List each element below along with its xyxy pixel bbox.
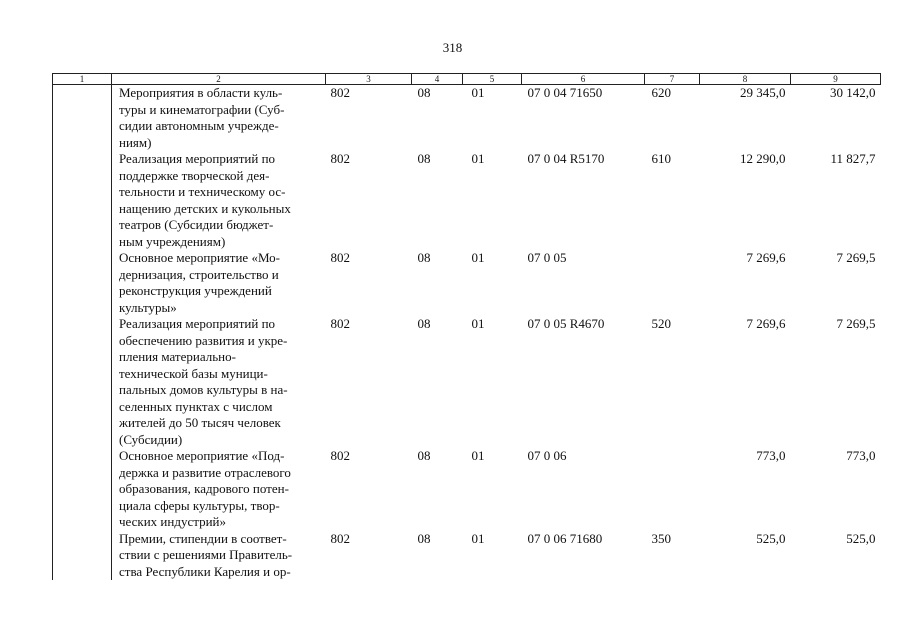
description-line: поддержке творческой дея- [119, 167, 270, 183]
description-line: ствии с решениями Правитель- [119, 547, 293, 562]
description-line: образования, кадрового потен- [119, 481, 289, 496]
table-row [53, 531, 881, 581]
description-line: нащению детских и кукольных [119, 200, 291, 216]
description-line: пления материально- [119, 349, 236, 364]
description-line: Реализация мероприятий по [119, 151, 276, 166]
cell-ministry-code: 802 [330, 316, 350, 331]
description-line: реконструкция учреждений [119, 283, 272, 298]
cell-expense-type: 620 [651, 85, 671, 100]
description-line: ческих индустрий» [119, 514, 226, 529]
cell-section-code: 08 [417, 151, 431, 166]
description-line: Реализация мероприятий по [119, 316, 276, 331]
cell-subsection-code: 01 [471, 316, 485, 331]
cell-col-1 [53, 531, 112, 581]
cell-description [112, 250, 326, 316]
cell-col-1 [53, 151, 112, 250]
cell-ministry-code: 802 [330, 250, 350, 265]
cell-col-1 [53, 85, 112, 152]
table-row [53, 85, 881, 152]
column-number-row [53, 74, 881, 85]
cell-expense-type: 610 [651, 151, 671, 166]
cell-amount-year-1: 12 290,0 [740, 151, 786, 166]
cell-subsection-code: 01 [471, 85, 485, 100]
cell-subsection-code: 01 [471, 530, 485, 546]
cell-description [112, 85, 326, 152]
cell-subsection-code: 01 [471, 448, 485, 463]
description-line: держка и развитие отраслевого [119, 464, 291, 480]
cell-expense-type [645, 448, 700, 531]
cell-section-code: 08 [417, 448, 431, 463]
cell-expense-type: 520 [651, 316, 671, 331]
cell-description [112, 531, 326, 581]
column-header-5: 5 [463, 74, 522, 85]
cell-target-article: 07 0 05 [527, 250, 567, 265]
description-line: технической базы муници- [119, 365, 268, 381]
cell-target-article: 07 0 06 [527, 448, 567, 463]
description-line: циала сферы культуры, твор- [119, 497, 280, 513]
cell-amount-year-2: 11 827,7 [830, 151, 876, 166]
description-line: театров (Субсидии бюджет- [119, 217, 274, 232]
cell-section-code: 08 [417, 85, 431, 100]
cell-col-1 [53, 316, 112, 448]
cell-amount-year-1: 525,0 [756, 530, 786, 546]
column-header-9: 9 [791, 74, 881, 85]
table-row [53, 151, 881, 250]
description-line: пальных домов культуры в на- [119, 382, 288, 397]
cell-target-article: 07 0 05 R4670 [527, 316, 605, 331]
cell-amount-year-2: 773,0 [846, 448, 876, 463]
description-line: туры и кинематографии (Суб- [119, 101, 285, 117]
cell-target-article: 07 0 06 71680 [527, 530, 603, 546]
cell-section-code: 08 [417, 530, 431, 546]
cell-subsection-code: 01 [471, 250, 485, 265]
cell-col-1 [53, 448, 112, 531]
column-header-3: 3 [326, 74, 412, 85]
description-line: культуры» [119, 299, 177, 315]
cell-amount-year-1: 773,0 [756, 448, 786, 463]
column-header-7: 7 [645, 74, 700, 85]
table-body [53, 85, 881, 581]
column-header-4: 4 [412, 74, 463, 85]
description-line: дернизация, строительство и [119, 266, 279, 282]
cell-col-1 [53, 250, 112, 316]
cell-amount-year-2: 7 269,5 [836, 250, 876, 265]
cell-amount-year-2: 7 269,5 [836, 316, 876, 331]
description-line: ным учреждениям) [119, 233, 226, 249]
table-row [53, 448, 881, 531]
cell-target-article: 07 0 04 R5170 [527, 151, 605, 166]
description-line: Премии, стипендии в соответ- [119, 530, 287, 546]
cell-ministry-code: 802 [330, 530, 350, 546]
description-line: ства Республики Карелия и ор- [119, 563, 291, 579]
description-line: Основное мероприятие «Мо- [119, 250, 281, 265]
cell-expense-type: 350 [651, 530, 671, 546]
cell-description [112, 316, 326, 448]
column-header-6: 6 [522, 74, 645, 85]
column-header-8: 8 [700, 74, 791, 85]
cell-expense-type [645, 250, 700, 316]
cell-section-code: 08 [417, 316, 431, 331]
cell-ministry-code: 802 [330, 448, 350, 463]
column-header-2: 2 [112, 74, 326, 85]
description-line: обеспечению развития и укре- [119, 332, 288, 348]
cell-ministry-code: 802 [330, 151, 350, 166]
cell-subsection-code: 01 [471, 151, 485, 166]
cell-ministry-code: 802 [330, 85, 350, 100]
description-line: сидии автономным учрежде- [119, 118, 279, 133]
cell-amount-year-2: 525,0 [846, 530, 876, 546]
description-line: селенных пунктах с числом [119, 398, 273, 414]
cell-amount-year-2: 30 142,0 [830, 85, 876, 100]
cell-description [112, 151, 326, 250]
description-line: Мероприятия в области куль- [119, 85, 283, 100]
table-row [53, 250, 881, 316]
description-line: Основное мероприятие «Под- [119, 448, 285, 463]
budget-table [52, 73, 881, 580]
cell-amount-year-1: 7 269,6 [746, 250, 786, 265]
description-line: (Субсидии) [119, 431, 183, 447]
cell-section-code: 08 [417, 250, 431, 265]
description-line: жителей до 50 тысяч человек [119, 415, 281, 430]
cell-amount-year-1: 29 345,0 [740, 85, 786, 100]
page-number: 318 [442, 40, 463, 55]
cell-target-article: 07 0 04 71650 [527, 85, 603, 100]
column-header-1: 1 [53, 74, 112, 85]
cell-description [112, 448, 326, 531]
cell-amount-year-1: 7 269,6 [746, 316, 786, 331]
description-line: ниям) [119, 134, 152, 150]
table-row [53, 316, 881, 448]
description-line: тельности и техническому ос- [119, 184, 286, 199]
